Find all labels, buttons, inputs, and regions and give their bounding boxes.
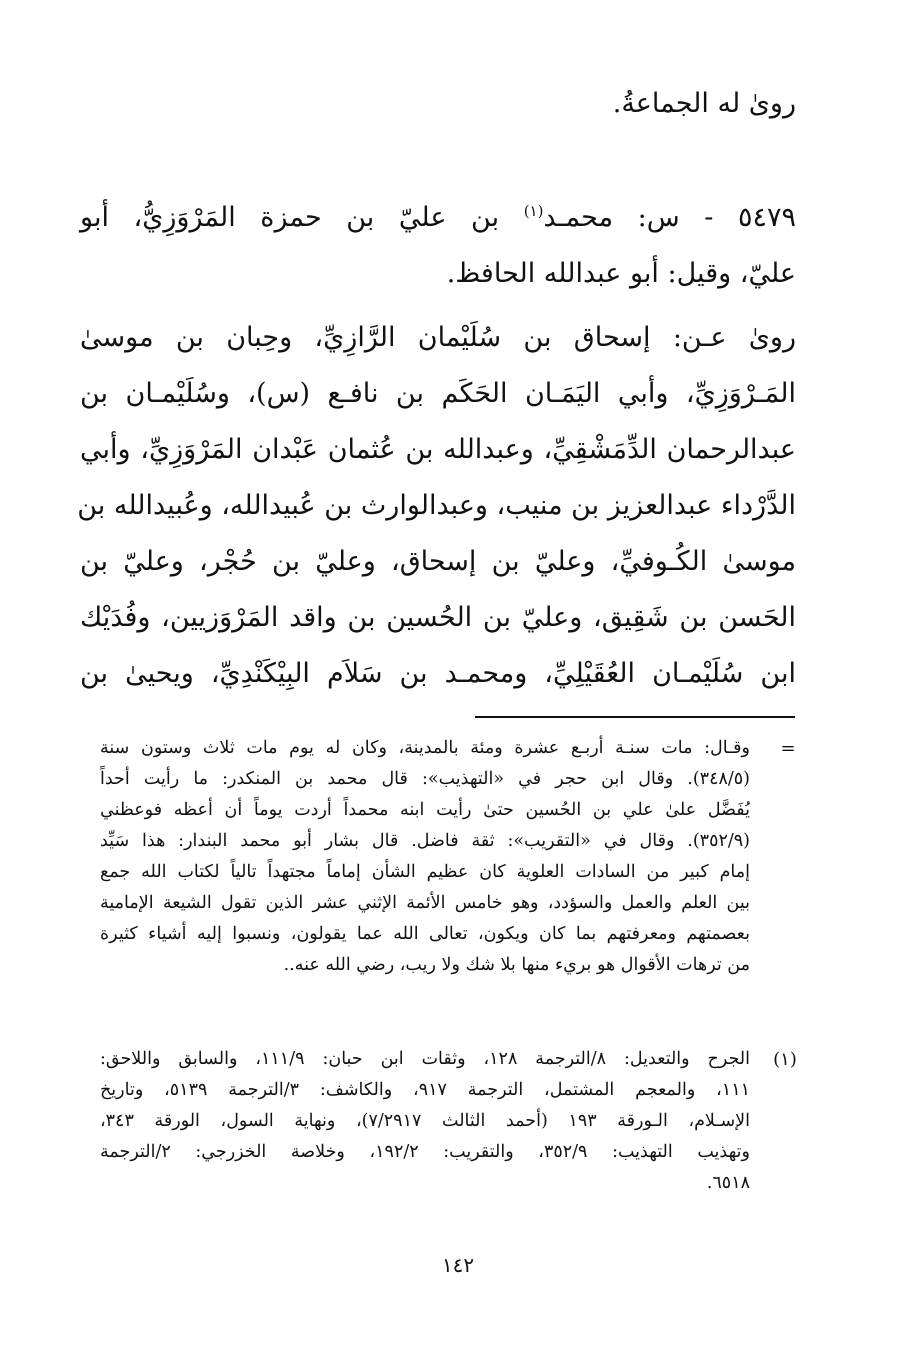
footnote-continuation-marker: = xyxy=(780,738,796,759)
footnote-line: الجرح والتعديل: ٨/الترجمة ١٢٨، وثقات ابن حبان: ١١١/٩، والسابق واللاحق: xyxy=(100,1049,750,1069)
footnote-separator xyxy=(475,716,795,718)
footnote-line: ١١١، والمعجم المشتمل، الترجمة ٩١٧، والكاشف: ٣/الترجمة ٥١٣٩، وتاريخ xyxy=(100,1080,750,1100)
footnote-reference-1: (١) xyxy=(523,202,544,220)
footnote-line: بين العلم والعمل والسؤدد، وهو خامس الأئمة الإثني عشر الذين تقول الشيعة الإمامية xyxy=(100,893,750,913)
footnote-line: (٣٤٨/٥). وقال ابن حجر في «التهذيب»: قال محمد بن المنكدر: ما رأيت أحداً xyxy=(100,769,750,789)
footnote-line: إمام كبير من السادات العلوية كان عظيم الشأن إماماً مجتهداً تالياً لكتاب الله جمع xyxy=(100,862,750,882)
footnote-1-marker: (١) xyxy=(773,1049,797,1070)
entry-line-2: عليّ، وقيل: أبو عبدالله الحافظ. xyxy=(446,258,796,289)
narration-line: ابن سُلَيْمـان العُقَيْلِيِّ، ومحمـد بن سَلاَم البِيْكَنْدِيِّ، ويحيىٰ بن xyxy=(80,658,796,689)
footnote-line: وتهذيب التهذيب: ٣٥٢/٩، والتقريب: ١٩٢/٢، وخلاصة الخزرجي: ٢/الترجمة xyxy=(100,1142,750,1162)
narration-line: المَـرْوَزِيِّ، وأبي اليَمَـان الحَكَم بن نافـع (س)، وسُلَيْمـان بن xyxy=(80,378,796,409)
footnote-line: من ترهات الأقوال هو بريء منها بلا شك ولا ريب، رضي الله عنه.. xyxy=(283,955,750,975)
narration-line: الحَسن بن شَقِيق، وعليّ بن الحُسين بن واقد المَرْوَزيين، وفُدَيْك xyxy=(80,602,796,633)
entry-heading-paragraph xyxy=(80,190,796,302)
narration-line: روىٰ عـن: إسحاق بن سُلَيْمان الرَّازِيِّ، وحِبان بن موسىٰ xyxy=(80,322,796,353)
narration-paragraph xyxy=(77,310,796,702)
entry-number-and-name: ٥٤٧٩ - س: محمـد xyxy=(543,202,797,233)
narration-line: الدَّرْداء عبدالعزيز بن منيب، وعبدالوارث بن عُبيدالله، وعُبيدالله بن xyxy=(77,490,796,521)
intro-line: روىٰ له الجماعةُ. xyxy=(612,88,796,119)
footnote-line: ٦٥١٨. xyxy=(706,1173,750,1193)
footnote-continuation xyxy=(100,733,750,981)
footnote-1 xyxy=(100,1044,750,1199)
entry-lineage: بن عليّ بن حمزة المَرْوَزِيُّ، أبو xyxy=(80,202,524,233)
footnote-line: الإسـلام، الـورقة ١٩٣ (أحمد الثالث ٧/٢٩١٧)، ونهاية السول، الورقة ٣٤٣، xyxy=(100,1111,751,1131)
intro-paragraph xyxy=(80,76,796,132)
footnote-line: بعصمتهم ومعرفتهم بما كان ويكون، تعالى الله عما يقولون، ونسبوا إليه أشياء كثيرة xyxy=(100,924,750,944)
narration-line: موسىٰ الكُـوفيِّ، وعليّ بن إسحاق، وعليّ بن حُجْر، وعليّ بن xyxy=(80,546,796,577)
footnote-line: (٣٥٢/٩). وقال في «التقريب»: ثقة فاضل. قال بشار أبو محمد البندار: هذا سَيِّد xyxy=(100,831,750,851)
entry-line-1 xyxy=(80,190,796,246)
narration-line: عبدالرحمان الدِّمَشْقِيِّ، وعبدالله بن عُثمان عَبْدان المَرْوَزِيِّ، وأبي xyxy=(80,434,796,465)
page-number: ١٤٢ xyxy=(441,1253,475,1277)
footnote-line: يُفَضَّل علىٰ علي بن الحُسين حتىٰ رأيت ابنه محمداً أردت يوماً أن أعظه فوعظني xyxy=(100,800,750,820)
footnote-line: وقـال: مات سنـة أربـع عشرة ومئة بالمدينة، وكان له يوم مات ثلاث وستون سنة xyxy=(100,738,750,758)
